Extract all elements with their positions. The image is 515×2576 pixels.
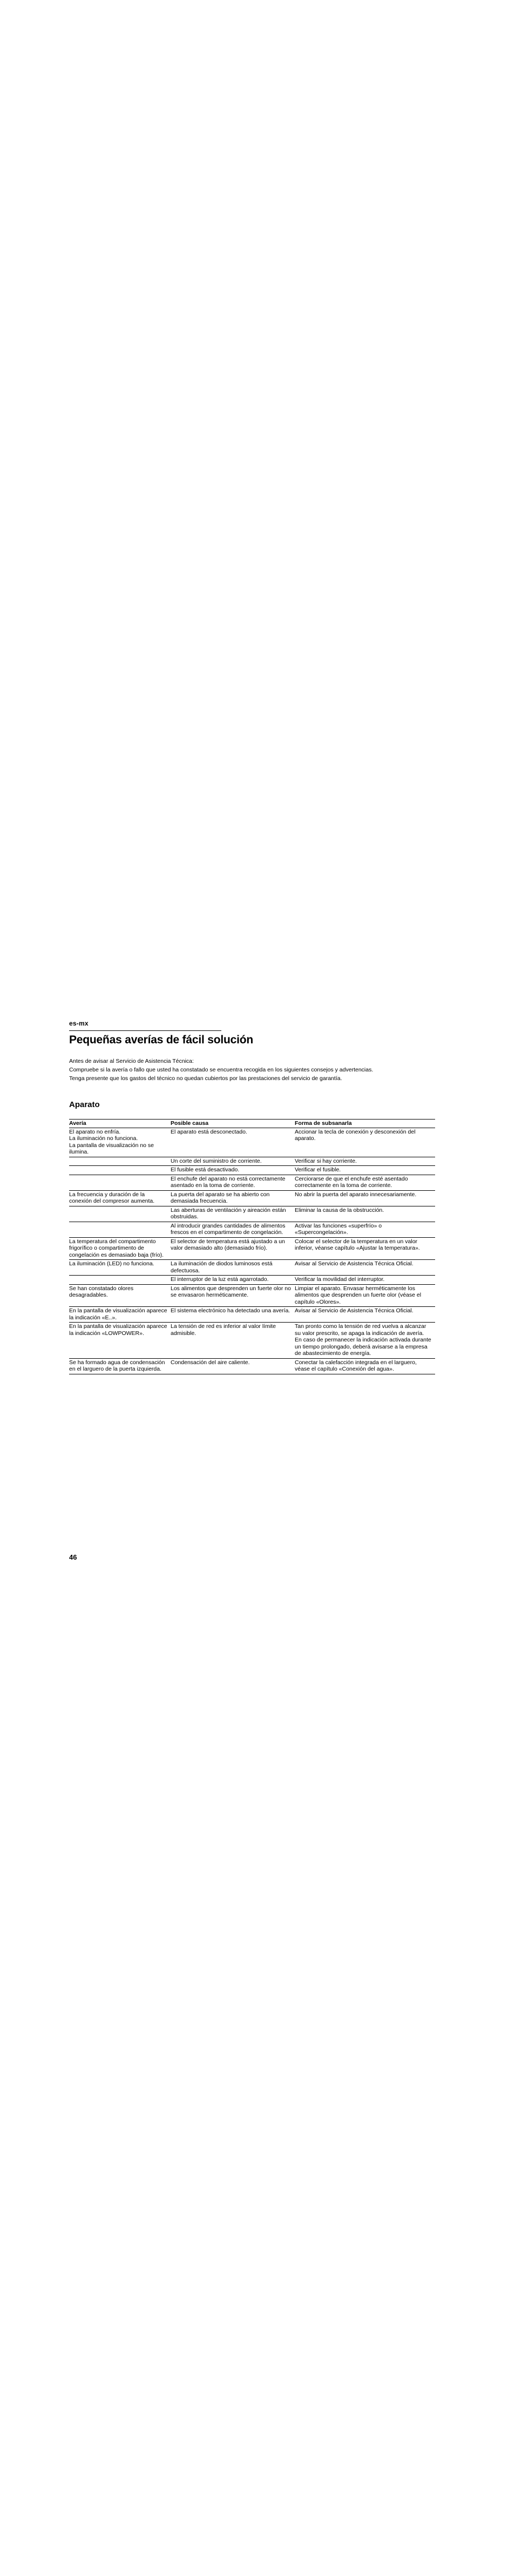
remedy-cell: Verificar el fusible. [295, 1166, 435, 1175]
header-posible-causa: Posible causa [171, 1120, 295, 1128]
cause-cell: La iluminación de diodos luminosos está defectuosa. [171, 1260, 295, 1276]
fault-cell: En la pantalla de visualización aparece la indicación «LOWPOWER». [69, 1323, 171, 1359]
header-averia: Avería [69, 1120, 171, 1128]
cause-cell: El selector de temperatura está ajustado a un valor demasiado alto (demasiado frío). [171, 1237, 295, 1260]
cause-cell: El enchufe del aparato no está correctamente asentado en la toma de corriente. [171, 1175, 295, 1190]
fault-cell [69, 1166, 171, 1175]
remedy-cell: No abrir la puerta del aparato innecesariamente. [295, 1190, 435, 1206]
fault-cell: El aparato no enfría. La iluminación no funciona. La pantalla de visualización no se ilumina. [69, 1128, 171, 1157]
language-code: es-mx [69, 1020, 89, 1027]
cause-cell: La puerta del aparato se ha abierto con demasiada frecuencia. [171, 1190, 295, 1206]
table-header-row [69, 1120, 435, 1128]
fault-cell [69, 1206, 171, 1222]
remedy-cell: Avisar al Servicio de Asistencia Técnica Oficial. [295, 1307, 435, 1323]
intro-line: Compruebe si la avería o fallo que usted ha constatado se encuentra recogida en los siguientes consejos y advertencias. [69, 1067, 374, 1073]
fault-cell: La iluminación (LED) no funciona. [69, 1260, 171, 1276]
cause-cell: La tensión de red es inferior al valor límite admisible. [171, 1323, 295, 1359]
cause-cell: Un corte del suministro de corriente. [171, 1157, 295, 1166]
fault-cell: Se ha formado agua de condensación en el larguero de la puerta izquierda. [69, 1358, 171, 1374]
cause-cell: El aparato está desconectado. [171, 1128, 295, 1157]
page-number: 46 [69, 1553, 77, 1561]
header-forma-subsanarla: Forma de subsanarla [295, 1120, 435, 1128]
remedy-cell: Conectar la calefacción integrada en el larguero, véase el capítulo «Conexión del agua». [295, 1358, 435, 1374]
table-row [69, 1307, 435, 1323]
table-row [69, 1237, 435, 1260]
remedy-cell: Colocar el selector de la temperatura en un valor inferior, véanse capítulo «Ajustar la temperatura». [295, 1237, 435, 1260]
table-row [69, 1157, 435, 1166]
cause-cell: El fusible está desactivado. [171, 1166, 295, 1175]
intro-line: Tenga presente que los gastos del técnico no quedan cubiertos por las prestaciones del servicio de garantía. [69, 1075, 342, 1082]
cause-cell: Al introducir grandes cantidades de alimentos frescos en el compartimento de congelación. [171, 1222, 295, 1237]
cause-cell: Condensación del aire caliente. [171, 1358, 295, 1374]
cause-cell: El sistema electrónico ha detectado una avería. [171, 1307, 295, 1323]
remedy-cell: Verificar si hay corriente. [295, 1157, 435, 1166]
fault-cell: Se han constatado olores desagradables. [69, 1284, 171, 1307]
table-row [69, 1323, 435, 1359]
fault-cell: En la pantalla de visualización aparece la indicación «E..». [69, 1307, 171, 1323]
table-row [69, 1175, 435, 1190]
remedy-cell: Cerciorarse de que el enchufe esté asentado correctamente en la toma de corriente. [295, 1175, 435, 1190]
remedy-cell: Activar las funciones «superfrío» o «Supercongelación». [295, 1222, 435, 1237]
table-row [69, 1190, 435, 1206]
intro-line: Antes de avisar al Servicio de Asistencia Técnica: [69, 1058, 194, 1064]
remedy-cell: Tan pronto como la tensión de red vuelva a alcanzar su valor prescrito, se apaga la indicación de avería. En caso de permanecer la indicación activada durante un tiempo prolongado, deberá avisarse a la empresa de abastecimiento de energía. [295, 1323, 435, 1359]
fault-cell: La temperatura del compartimento frigorífico o compartimento de congelación es demasiado baja (frío). [69, 1237, 171, 1260]
table-row [69, 1276, 435, 1285]
fault-cell [69, 1157, 171, 1166]
troubleshooting-table [69, 1119, 435, 1374]
table-row [69, 1222, 435, 1237]
subheading-aparato: Aparato [69, 1100, 100, 1109]
header-rule [69, 1030, 221, 1031]
fault-cell [69, 1276, 171, 1285]
remedy-cell: Verificar la movilidad del interruptor. [295, 1276, 435, 1285]
remedy-cell: Limpiar el aparato. Envasar herméticamente los alimentos que desprenden un fuerte olor (véase el capítulo «Olores». [295, 1284, 435, 1307]
cause-cell: Las aberturas de ventilación y aireación están obstruidas. [171, 1206, 295, 1222]
table-body [69, 1128, 435, 1374]
remedy-cell: Accionar la tecla de conexión y desconexión del aparato. [295, 1128, 435, 1157]
remedy-cell: Avisar al Servicio de Asistencia Técnica Oficial. [295, 1260, 435, 1276]
remedy-cell: Eliminar la causa de la obstrucción. [295, 1206, 435, 1222]
section-title: Pequeñas averías de fácil solución [69, 1034, 254, 1046]
table-row [69, 1166, 435, 1175]
fault-cell: La frecuencia y duración de la conexión del compresor aumenta. [69, 1190, 171, 1206]
table-row [69, 1260, 435, 1276]
table-row [69, 1358, 435, 1374]
table-row [69, 1284, 435, 1307]
cause-cell: Los alimentos que desprenden un fuerte olor no se envasaron herméticamente. [171, 1284, 295, 1307]
fault-cell [69, 1222, 171, 1237]
table-row [69, 1128, 435, 1157]
fault-cell [69, 1175, 171, 1190]
cause-cell: El interruptor de la luz está agarrotado. [171, 1276, 295, 1285]
intro-text [69, 1058, 436, 1084]
table-row [69, 1206, 435, 1222]
